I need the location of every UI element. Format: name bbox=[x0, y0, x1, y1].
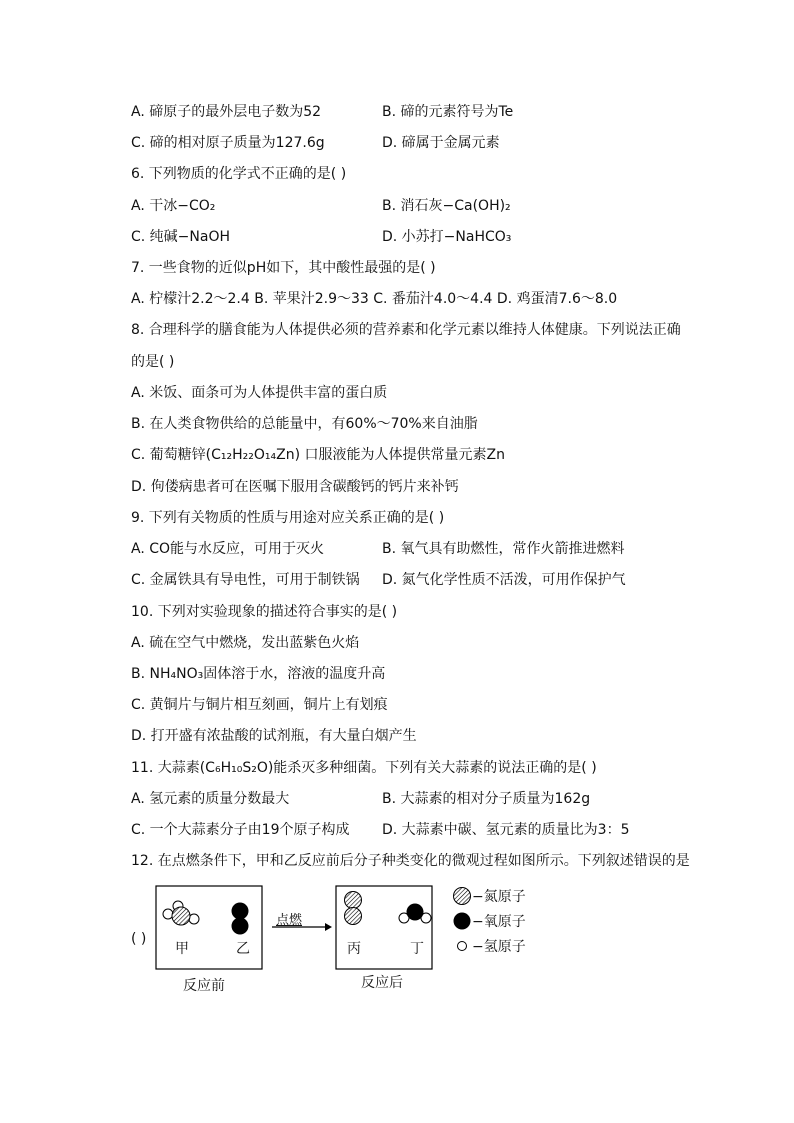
q5-option-c: C. 碲的相对原子质量为127.6g bbox=[131, 135, 325, 151]
q8-option-c: C. 葡萄糖锌(C₁₂H₂₂O₁₄Zn) 口服液能为人体提供常量元素Zn bbox=[131, 447, 505, 463]
legend-oxygen-label: −氧原子 bbox=[472, 914, 526, 930]
label-before: 反应前 bbox=[183, 978, 225, 994]
q8-option-b: B. 在人类食物供给的总能量中，有60%～70%来自油脂 bbox=[131, 416, 478, 432]
q9-option-c: C. 金属铁具有导电性，可用于制铁锅 bbox=[131, 572, 360, 588]
q8-option-d: D. 佝偻病患者可在医嘱下服用含碳酸钙的钙片来补钙 bbox=[131, 479, 459, 495]
q9-option-b: B. 氧气具有助燃性，常作火箭推进燃料 bbox=[382, 541, 625, 557]
q11-option-d: D. 大蒜素中碳、氢元素的质量比为3：5 bbox=[382, 822, 630, 838]
legend-hydrogen-label: −氢原子 bbox=[472, 939, 526, 955]
legend-hydrogen-icon bbox=[458, 942, 467, 951]
q6-option-c: C. 纯碱−NaOH bbox=[131, 229, 231, 245]
jia-molecule bbox=[163, 901, 199, 925]
q9-option-a: A. CO能与水反应，可用于灭火 bbox=[131, 541, 325, 557]
q10-option-d: D. 打开盛有浓盐酸的试剂瓶，有大量白烟产生 bbox=[131, 728, 417, 744]
label-after: 反应后 bbox=[361, 975, 403, 991]
legend-oxygen-icon bbox=[454, 913, 471, 930]
q11-stem: 11. 大蒜素(C₆H₁₀S₂O)能杀灭多种细菌。下列有关大蒜素的说法正确的是( ) bbox=[131, 760, 597, 776]
legend-nitrogen-label: −氮原子 bbox=[472, 889, 526, 905]
q8-stem-line2: 的是( ) bbox=[131, 354, 175, 370]
label-ding: 丁 bbox=[410, 941, 424, 957]
ding-molecule bbox=[399, 904, 431, 924]
q6-option-d: D. 小苏打−NaHCO₃ bbox=[382, 229, 512, 245]
q9-stem: 9. 下列有关物质的性质与用途对应关系正确的是( ) bbox=[131, 510, 445, 526]
q5-option-d: D. 碲属于金属元素 bbox=[382, 135, 500, 151]
q11-option-c: C. 一个大蒜素分子由19个原子构成 bbox=[131, 822, 350, 838]
q11-option-b: B. 大蒜素的相对分子质量为162g bbox=[382, 791, 591, 807]
q10-option-a: A. 硫在空气中燃烧，发出蓝紫色火焰 bbox=[131, 635, 360, 651]
q5-option-a: A. 碲原子的最外层电子数为52 bbox=[131, 104, 322, 120]
q6-option-b: B. 消石灰−Ca(OH)₂ bbox=[382, 198, 511, 214]
q7-stem: 7. 一些食物的近似pH如下，其中酸性最强的是( ) bbox=[131, 260, 436, 276]
q6-stem: 6. 下列物质的化学式不正确的是( ) bbox=[131, 166, 347, 182]
q9-option-d: D. 氮气化学性质不活泼，可用作保护气 bbox=[382, 572, 626, 588]
q5-option-b: B. 碲的元素符号为Te bbox=[382, 104, 514, 120]
q12-stem: 12. 在点燃条件下，甲和乙反应前后分子种类变化的微观过程如图所示。下列叙述错误的是 bbox=[131, 853, 690, 869]
arrow-head bbox=[325, 923, 332, 931]
q8-option-a: A. 米饭、面条可为人体提供丰富的蛋白质 bbox=[131, 385, 388, 401]
label-condition: 点燃 bbox=[276, 913, 303, 928]
label-yi: 乙 bbox=[236, 941, 250, 957]
q6-option-a: A. 干冰−CO₂ bbox=[131, 198, 216, 214]
q11-option-a: A. 氢元素的质量分数最大 bbox=[131, 791, 290, 807]
label-bing: 丙 bbox=[347, 941, 361, 957]
q8-stem-line1: 8. 合理科学的膳食能为人体提供必须的营养素和化学元素以维持人体健康。下列说法正确 bbox=[131, 322, 681, 338]
q12-answer-paren: ( ) bbox=[131, 931, 147, 947]
label-jia: 甲 bbox=[175, 941, 189, 957]
q10-option-c: C. 黄铜片与铜片相互刻画，铜片上有划痕 bbox=[131, 697, 388, 713]
q7-options: A. 柠檬汁2.2～2.4 B. 苹果汁2.9～33 C. 番茄汁4.0～4.4 D. 鸡蛋清7.6～8.0 bbox=[131, 291, 618, 307]
q10-stem: 10. 下列对实验现象的描述符合事实的是( ) bbox=[131, 604, 398, 620]
q10-option-b: B. NH₄NO₃固体溶于水，溶液的温度升高 bbox=[131, 666, 386, 682]
legend-nitrogen-icon bbox=[454, 888, 471, 905]
yi-molecule bbox=[232, 903, 249, 935]
bing-molecule bbox=[345, 892, 362, 925]
